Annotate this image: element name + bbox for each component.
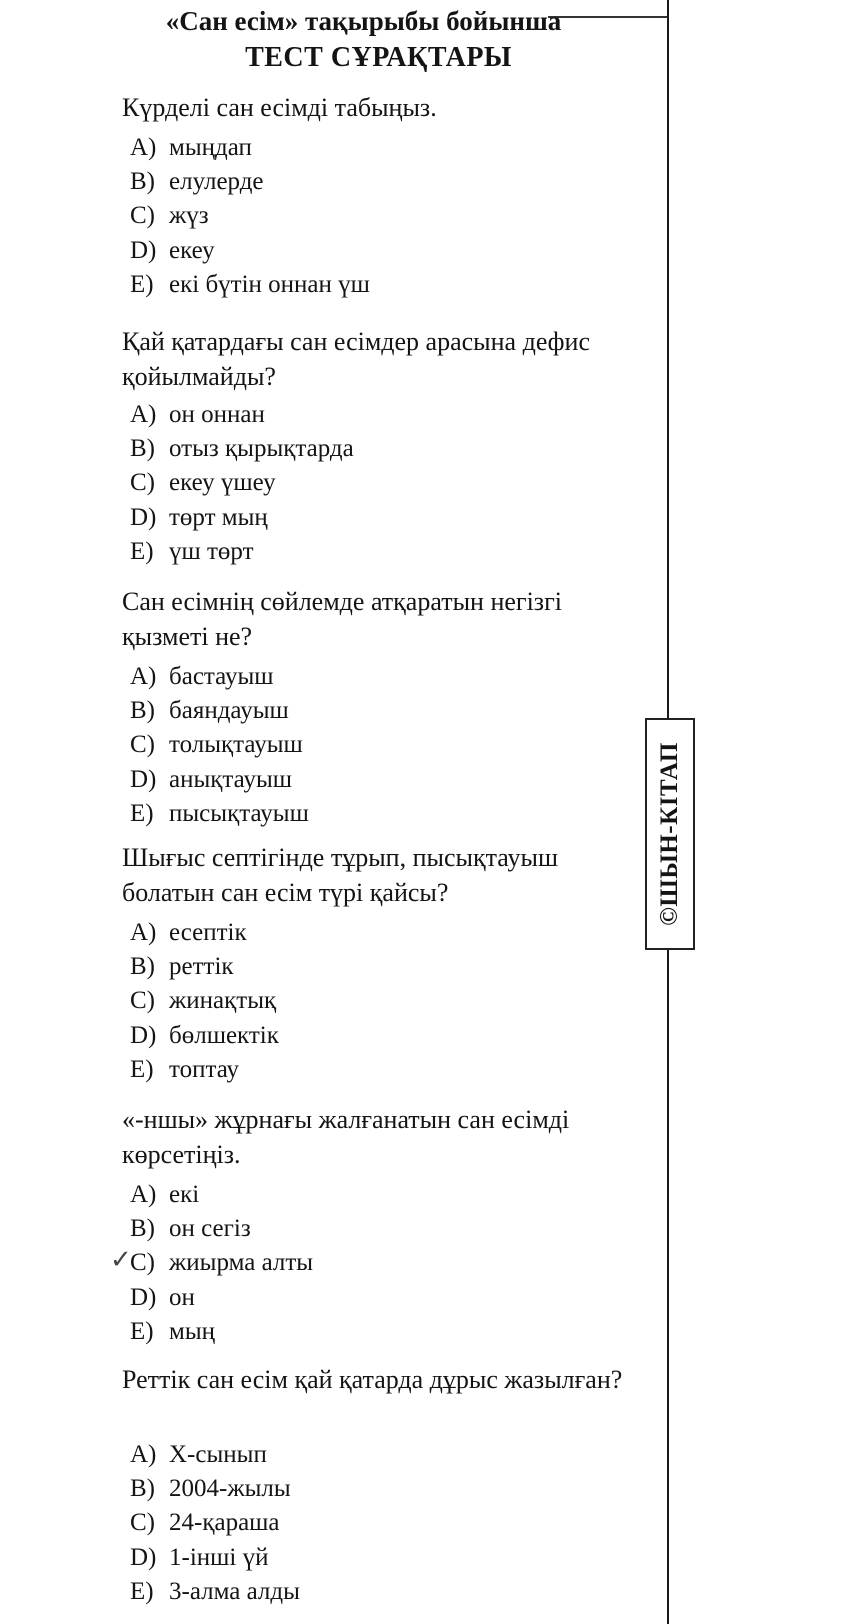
option-b[interactable]	[130, 1212, 630, 1246]
option-e[interactable]	[130, 1575, 630, 1609]
option-text: анықтауыш	[169, 765, 293, 793]
option-text: топтау	[169, 1055, 240, 1083]
option-b[interactable]	[130, 950, 630, 984]
option-text: екеу үшеу	[169, 469, 276, 497]
option-a[interactable]	[130, 398, 630, 432]
publisher-stamp-text: ©ШЫН-КІТАП	[656, 742, 683, 926]
option-letter: E)	[130, 537, 154, 565]
option-d[interactable]	[130, 234, 630, 268]
option-e[interactable]	[130, 1053, 630, 1087]
option-letter: B)	[130, 1475, 155, 1503]
option-letter: E)	[130, 799, 154, 827]
option-text: он сегіз	[169, 1215, 251, 1243]
option-text: жиырма алты	[169, 1249, 314, 1277]
option-d[interactable]	[130, 501, 630, 535]
publisher-stamp	[645, 718, 695, 950]
option-text: 24-қараша	[169, 1509, 280, 1537]
option-letter: A)	[130, 919, 157, 946]
option-a[interactable]	[130, 1178, 630, 1212]
option-d[interactable]	[130, 1281, 630, 1315]
option-c[interactable]	[130, 728, 630, 762]
option-letter: B)	[130, 953, 155, 981]
question-2-options	[130, 398, 630, 569]
option-text: есептік	[169, 919, 247, 946]
option-letter: D)	[130, 1021, 157, 1049]
option-letter: C)	[130, 1509, 155, 1537]
option-d[interactable]	[130, 763, 630, 797]
question-6-options	[130, 1438, 630, 1609]
option-letter: E)	[130, 270, 154, 298]
option-d[interactable]	[130, 1019, 630, 1053]
option-letter: C)	[130, 731, 155, 759]
option-a[interactable]	[130, 131, 630, 165]
option-text: 1-інші үй	[169, 1543, 269, 1571]
option-c[interactable]	[130, 1506, 630, 1540]
option-text: бастауыш	[169, 663, 274, 690]
option-letter: C)	[130, 202, 155, 230]
option-text: үш төрт	[169, 537, 254, 565]
question-1-options	[130, 131, 630, 302]
option-c[interactable]	[130, 984, 630, 1018]
handwritten-check-icon: ✓	[110, 1245, 132, 1274]
option-text: екі	[169, 1181, 200, 1208]
option-text: екеу	[169, 236, 215, 264]
option-text: жүз	[169, 202, 209, 230]
option-letter: E)	[130, 1055, 154, 1083]
question-4-options	[130, 916, 630, 1087]
option-letter: C)	[130, 987, 155, 1015]
option-letter: B)	[130, 435, 155, 463]
option-e[interactable]	[130, 797, 630, 831]
option-letter: D)	[130, 236, 157, 264]
option-e[interactable]	[130, 535, 630, 569]
option-c[interactable]	[130, 1246, 630, 1280]
option-letter: A)	[130, 1181, 157, 1208]
option-text: 3-алма алды	[169, 1577, 300, 1605]
question-5-options	[130, 1178, 630, 1349]
option-c[interactable]	[130, 199, 630, 233]
question-3-options	[130, 660, 630, 831]
option-c[interactable]	[130, 466, 630, 500]
option-letter: A)	[130, 1441, 157, 1468]
option-b[interactable]	[130, 165, 630, 199]
option-text: мыңдап	[169, 134, 252, 161]
option-b[interactable]	[130, 1472, 630, 1506]
option-text: баяндауыш	[169, 697, 289, 725]
question-2-text: Қай қатардағы сан есімдер арасына дефис қойылмайды?	[122, 327, 590, 391]
option-text: төрт мың	[169, 503, 268, 531]
option-text: елулерде	[169, 168, 264, 196]
option-letter: E)	[130, 1577, 154, 1605]
option-text: пысықтауыш	[169, 799, 309, 827]
option-text: 2004-жылы	[169, 1475, 291, 1503]
option-letter: B)	[130, 168, 155, 196]
option-text: екі бүтін оннан үш	[169, 270, 370, 298]
option-text: отыз қырықтарда	[169, 435, 354, 463]
option-text: Х-сынып	[169, 1441, 267, 1468]
question-1-text: Күрделі сан есімді табыңыз.	[122, 93, 437, 122]
option-letter: A)	[130, 401, 157, 428]
option-e[interactable]	[130, 268, 630, 302]
title-line-1: «Сан есім» тақырыбы бойынша	[165, 6, 562, 36]
option-text: бөлшектік	[169, 1021, 279, 1049]
option-e[interactable]	[130, 1315, 630, 1349]
question-6-text: Реттік сан есім қай қатарда дұрыс жазылған?	[122, 1365, 623, 1394]
option-text: реттік	[169, 953, 234, 981]
option-letter: D)	[130, 1543, 157, 1571]
option-letter: D)	[130, 765, 157, 793]
option-letter: D)	[130, 503, 157, 531]
option-b[interactable]	[130, 694, 630, 728]
option-letter: B)	[130, 697, 155, 725]
question-5-text: «-ншы» жұрнағы жалғанатын сан есімді көрсетіңіз.	[122, 1105, 570, 1169]
option-letter: C)	[130, 469, 155, 497]
title-line-2: ТЕСТ СҰРАҚТАРЫ	[245, 42, 512, 73]
option-letter: C)	[130, 1249, 155, 1277]
option-text: толықтауыш	[169, 731, 303, 759]
option-text: жинақтық	[169, 987, 277, 1015]
option-text: он	[169, 1283, 195, 1311]
question-3-text: Сан есімнің сөйлемде атқаратын негізгі қызметі не?	[122, 587, 562, 651]
option-letter: E)	[130, 1317, 154, 1345]
option-d[interactable]	[130, 1541, 630, 1575]
option-a[interactable]	[130, 1438, 630, 1472]
option-a[interactable]	[130, 916, 630, 950]
question-4-text: Шығыс септігінде тұрып, пысықтауыш болатын сан есім түрі қайсы?	[122, 843, 558, 907]
option-letter: D)	[130, 1283, 157, 1311]
option-letter: B)	[130, 1215, 155, 1243]
option-text: мың	[169, 1317, 215, 1345]
option-letter: A)	[130, 134, 157, 161]
option-text: он оннан	[169, 401, 265, 428]
option-b[interactable]	[130, 432, 630, 466]
option-letter: A)	[130, 663, 157, 690]
option-a[interactable]	[130, 660, 630, 694]
